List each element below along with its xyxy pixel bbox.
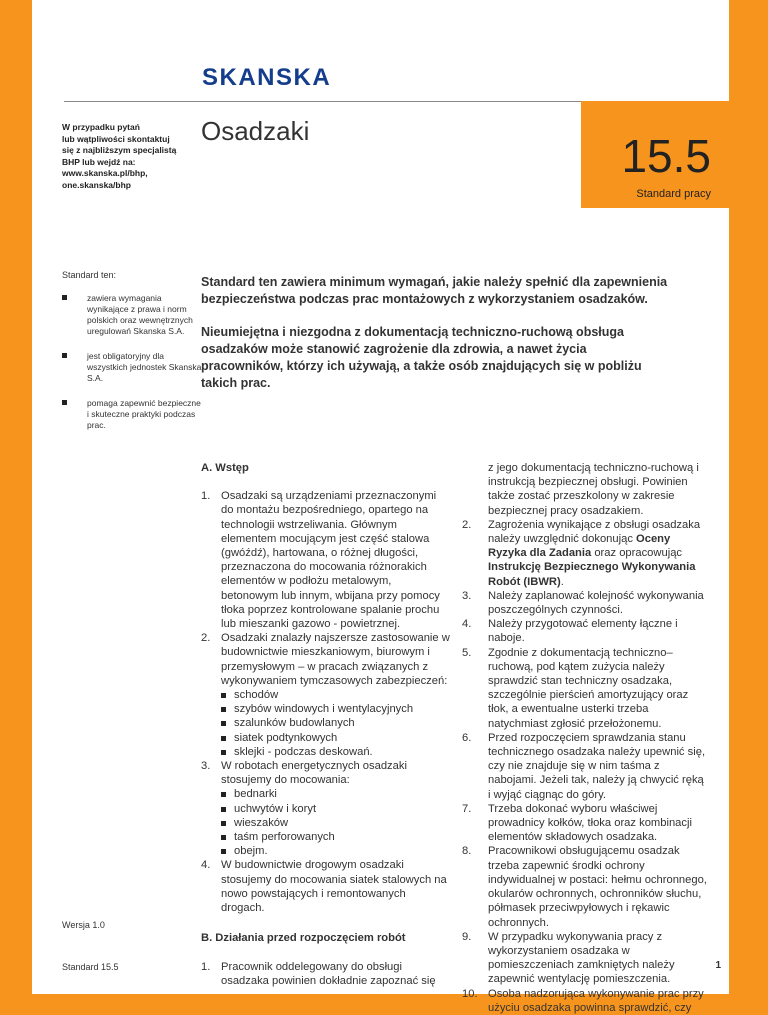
section-a-title: A. Wstęp bbox=[201, 462, 249, 474]
sub-list bbox=[221, 688, 451, 759]
sidebar-item: pomaga zapewnić bezpieczne i skuteczne praktyki podczas prac. bbox=[62, 398, 202, 431]
lead-paragraph: Standard ten zawiera minimum wymagań, jakie należy spełnić dla zapewnienia bezpieczeństwa podczas prac montażowych z wykorzystaniem osadzaków. bbox=[201, 275, 668, 306]
list-item: 4. W budownictwie drogowym osadzaki stosujemy do mocowania siatek stalowych na nowo powstających i remontowanych drogach. bbox=[201, 859, 447, 915]
sub-list-item: sklejki - podczas deskowań. bbox=[221, 745, 451, 759]
column-right bbox=[462, 461, 707, 1015]
contact-info bbox=[62, 122, 192, 191]
document-page bbox=[32, 0, 729, 1014]
sidebar-list bbox=[62, 293, 202, 445]
bold-term: Oceny Ryzyka dla Zadania bbox=[488, 533, 671, 560]
lead-paragraph: Nieumiejętna i niezgodna z dokumentacją techniczno-ruchową obsługa osadzaków może stanowić zagrożenie dla zdrowia, a nawet życia pracowników, którzy ich używają, a także osób znajdujących się w pobliżu takich prac. bbox=[201, 325, 642, 390]
skanska-logo: SKANSKA bbox=[202, 64, 332, 91]
lead-text bbox=[201, 274, 671, 408]
contact-line: się z najbliższym specjalistą bbox=[62, 145, 177, 155]
list-item: 10. Osoba nadzorująca wykonywanie prac przy użyciu osadzaka powinna sprawdzić, czy bbox=[462, 987, 704, 1014]
contact-line: W przypadku pytań bbox=[62, 122, 140, 132]
contact-link[interactable]: www.skanska.pl/bhp, bbox=[62, 168, 148, 178]
list-item: 6. Przed rozpoczęciem sprawdzania stanu technicznego osadzaka należy upewnić się, czy nie znajduje się w nim taśma z nabojami. Jeżeli tak, należy ją chwycić ręką i wyjąć ciągnąc do góry. bbox=[462, 731, 706, 801]
bold-term: Instrukcję Bezpiecznego Wykonywania Robót (IBWR) bbox=[488, 561, 696, 588]
list-item: 3. Należy zaplanować kolejność wykonywania poszczególnych czynności. bbox=[462, 589, 704, 617]
section-a-list bbox=[201, 489, 451, 915]
sub-list-item: uchwytów i koryt bbox=[221, 802, 451, 816]
list-item: 9. W przypadku wykonywania pracy z wykorzystaniem osadzaka w pomieszczeniach zamkniętych należy zapewnić wentylację pomieszczenia. bbox=[462, 930, 675, 986]
sub-list-item: wieszaków bbox=[221, 816, 451, 830]
version-label: Wersja 1.0 bbox=[62, 920, 105, 930]
standard-type: Standard pracy bbox=[636, 188, 711, 200]
section-b-title: B. Działania przed rozpoczęciem robót bbox=[201, 932, 406, 945]
list-item: z jego dokumentacją techniczno-ruchową i instrukcją bezpiecznej obsługi. Powinien także zostać przeszkolony w zakresie bezpiecznej pracy osadzakiem. bbox=[488, 462, 699, 517]
section-b-list bbox=[201, 960, 451, 988]
section-b-list-continued bbox=[462, 461, 707, 1015]
sub-list-item: obejm. bbox=[221, 844, 451, 858]
list-item: 2. Zagrożenia wynikające z obsługi osadzaka należy uwzględnić dokonując Oceny Ryzyka dla Zadania oraz opracowując Instrukcję Bezpiecznego Wykonywania Robót (IBWR). bbox=[462, 518, 701, 588]
page-number: 1 bbox=[715, 960, 721, 971]
list-item: 1. Pracownik oddelegowany do obsługi osadzaka powinien dokładnie zapoznać się bbox=[201, 960, 436, 987]
sidebar-item: jest obligatoryjny dla wszystkich jednostek Skanska S.A. bbox=[62, 351, 202, 384]
page-title: Osadzaki bbox=[201, 116, 310, 146]
sub-list-item: siatek podtynkowych bbox=[221, 731, 451, 745]
standard-badge bbox=[581, 101, 729, 208]
contact-line: lub wątpliwości skontaktuj bbox=[62, 133, 170, 144]
sub-list-item: szybów windowych i wentylacyjnych bbox=[221, 702, 451, 716]
sub-list bbox=[221, 787, 451, 858]
sub-list-item: bednarki bbox=[221, 787, 451, 801]
sub-list-item: szalunków budowlanych bbox=[221, 716, 451, 730]
sidebar-item: zawiera wymagania wynikające z prawa i norm polskich oraz wewnętrznych uregulowań Skanska S.A. bbox=[62, 293, 202, 337]
contact-line: BHP lub wejdź na: bbox=[62, 156, 136, 167]
sub-list-item: taśm perforowanych bbox=[221, 830, 451, 844]
list-item: 1. Osadzaki są urządzeniami przeznaczonymi do montażu bezpośredniego, opartego na technologii wstrzeliwania. Głównym elementem mocującym jest część stalowa (gwóźdź), hartowana, o różnej długości, przeznaczona do mocowania różnorakich elementów w podłożu metalowym, betonowym lub innym, wbijana przy pomocy tłoka poprzez kontrolowane spalanie prochu lub mieszanki gazowo - powietrznej. bbox=[201, 490, 440, 631]
footer-standard: Standard 15.5 bbox=[62, 962, 119, 972]
sidebar-heading: Standard ten: bbox=[62, 270, 117, 280]
sub-list-item: schodów bbox=[221, 688, 451, 702]
list-item: 4. Należy przygotować elementy łączne i naboje. bbox=[462, 618, 678, 645]
list-item: 3. W robotach energetycznych osadzaki stosujemy do mocowania: bednarki uchwytów i koryt wieszaków taśm perforowanych obejm. bbox=[201, 759, 451, 858]
list-item: 7. Trzeba dokonać wyboru właściwej prowadnicy kołków, tłoka oraz kombinacji elementów składowych osadzaka. bbox=[462, 802, 692, 844]
standard-number: 15.5 bbox=[621, 130, 711, 182]
column-left bbox=[201, 461, 451, 988]
list-item: 5. Zgodnie z dokumentacją techniczno–ruchową, pod kątem zużycia należy sprawdzić stan techniczny osadzaka, szczególnie pierścień amortyzujący oraz tłok, a ewentualne usterki trzeba natychmiast zgłosić przełożonemu. bbox=[462, 646, 689, 730]
contact-link[interactable]: one.skanska/bhp bbox=[62, 179, 131, 190]
list-item: 8. Pracownikowi obsługującemu osadzak trzeba zapewnić środki ochrony indywidualnej w postaci: hełmu ochronnego, okularów ochronnych, ochronników słuchu, półmasek przeciwpyłowych i rękawic ochronnych. bbox=[462, 845, 707, 929]
list-item: 2. Osadzaki znalazły najszersze zastosowanie w budownictwie mieszkaniowym, biurowym i przemysłowym – w pracach związanych z wykonywaniem tymczasowych zabezpieczeń: schodów szybów windowych i wentylacyjnych szalunków budowlanych siatek podtynkowych sklejki - podczas deskowań. bbox=[201, 632, 450, 758]
